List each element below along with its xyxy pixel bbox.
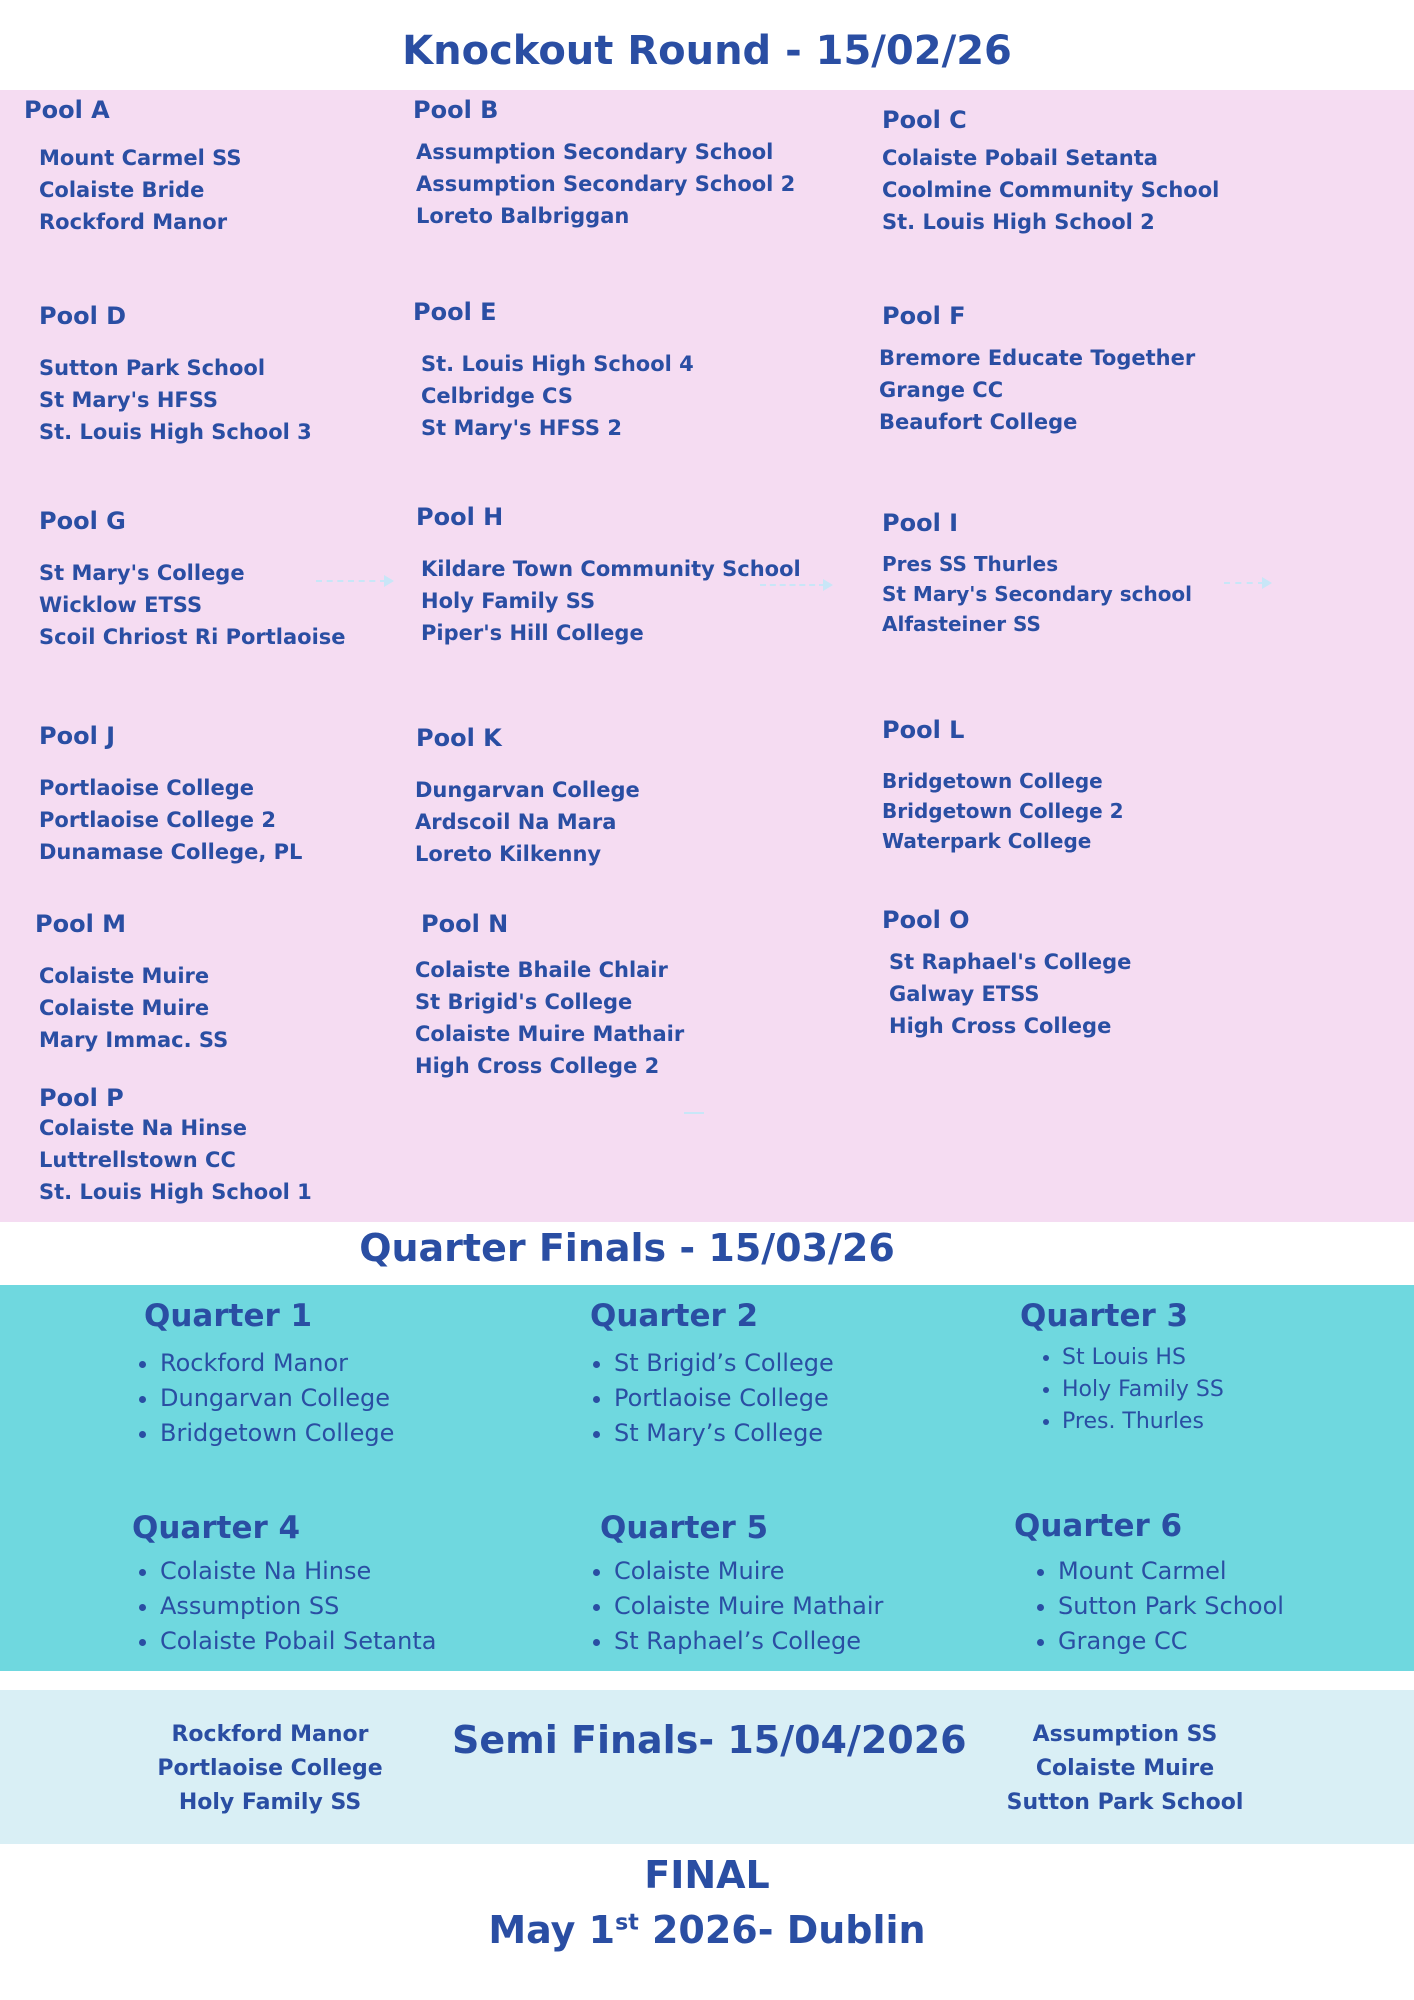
quarter-title: Quarter 5 bbox=[600, 1510, 769, 1546]
pool-title: Pool J bbox=[39, 722, 116, 750]
pool-team: Colaiste Muire bbox=[39, 964, 210, 988]
pool-team: Rockford Manor bbox=[39, 210, 228, 234]
final-date-suffix: 2026- Dublin bbox=[638, 1908, 926, 1952]
pool-team: St. Louis High School 3 bbox=[39, 420, 312, 444]
pool-team: Alfasteiner SS bbox=[882, 612, 1041, 636]
quarter-title: Quarter 2 bbox=[590, 1298, 759, 1334]
pool-team: Loreto Kilkenny bbox=[415, 842, 602, 866]
quarter-team: • Sutton Park School bbox=[1058, 1589, 1284, 1624]
pool-team: Mount Carmel SS bbox=[39, 146, 242, 170]
pool-team: Bridgetown College bbox=[882, 769, 1103, 793]
pool-team: Colaiste Bhaile Chlair bbox=[415, 958, 668, 982]
quarter-team: • Colaiste Na Hinse bbox=[160, 1554, 436, 1589]
pool-e bbox=[413, 298, 694, 444]
pool-team: Scoil Chriost Ri Portlaoise bbox=[39, 625, 346, 649]
pool-l bbox=[882, 716, 1124, 856]
semi-team: Portlaoise College bbox=[157, 1756, 383, 1781]
arrow-right-icon bbox=[760, 584, 825, 586]
pool-team: St. Louis High School 2 bbox=[882, 210, 1155, 234]
pool-team: Pres SS Thurles bbox=[882, 552, 1059, 576]
semi-right-teams bbox=[1000, 1718, 1250, 1820]
pool-team: High Cross College bbox=[889, 1014, 1112, 1038]
pool-team: Bridgetown College 2 bbox=[882, 799, 1124, 823]
quarter-team: • St Raphael’s College bbox=[614, 1624, 883, 1659]
final-date bbox=[0, 1908, 1414, 1952]
quarter-3 bbox=[1020, 1298, 1224, 1438]
pool-team: Portlaoise College 2 bbox=[39, 808, 276, 832]
pool-team: Colaiste Bride bbox=[39, 178, 205, 202]
quarter-1 bbox=[144, 1298, 394, 1451]
pool-d bbox=[39, 302, 312, 448]
quarter-team: • Mount Carmel bbox=[1058, 1554, 1284, 1589]
semi-team: Holy Family SS bbox=[178, 1790, 362, 1815]
pool-o bbox=[882, 906, 1131, 1042]
pool-p bbox=[39, 1084, 312, 1208]
arrow-right-icon bbox=[316, 580, 386, 582]
quarter-team: • Portlaoise College bbox=[614, 1381, 834, 1416]
pool-k bbox=[416, 724, 640, 870]
pool-team: St Mary's HFSS 2 bbox=[421, 416, 622, 440]
pool-team: Holy Family SS bbox=[421, 589, 596, 613]
quarter-title: Quarter 3 bbox=[1020, 1298, 1189, 1334]
pool-team: Luttrellstown CC bbox=[39, 1148, 236, 1172]
pool-b bbox=[413, 96, 795, 232]
pool-title: Pool H bbox=[416, 503, 504, 531]
final-date-prefix: May 1 bbox=[488, 1908, 616, 1952]
pool-m bbox=[35, 910, 228, 1056]
pool-team: High Cross College 2 bbox=[415, 1054, 660, 1078]
pool-team: Sutton Park School bbox=[39, 356, 266, 380]
pool-c bbox=[882, 106, 1219, 238]
divider bbox=[684, 1112, 704, 1114]
quarter-title: Quarter 4 bbox=[132, 1510, 301, 1546]
pool-g bbox=[39, 507, 346, 653]
pool-team: Beaufort College bbox=[879, 410, 1078, 434]
pool-team: Colaiste Muire bbox=[39, 996, 210, 1020]
pool-team: Colaiste Muire Mathair bbox=[415, 1022, 685, 1046]
pool-title: Pool N bbox=[421, 910, 509, 938]
pool-team: Colaiste Pobail Setanta bbox=[882, 146, 1158, 170]
quarter-team: • Rockford Manor bbox=[160, 1346, 394, 1381]
quarter-team: • Holy Family SS bbox=[1062, 1374, 1224, 1406]
quarter-team: • Pres. Thurles bbox=[1062, 1406, 1224, 1438]
pool-team: St Brigid's College bbox=[415, 990, 633, 1014]
pool-team: St Mary's College bbox=[39, 561, 245, 585]
quarter-finals-title: Quarter Finals - 15/03/26 bbox=[359, 1226, 895, 1270]
quarter-2 bbox=[590, 1298, 834, 1451]
pool-team: Bremore Educate Together bbox=[879, 346, 1196, 370]
semi-team: Sutton Park School bbox=[1006, 1790, 1244, 1815]
quarter-4 bbox=[132, 1510, 436, 1659]
quarter-6 bbox=[1014, 1508, 1284, 1659]
semi-team: Assumption SS bbox=[1032, 1722, 1218, 1747]
pool-team: St Raphael's College bbox=[889, 950, 1132, 974]
pool-team: Waterpark College bbox=[882, 829, 1092, 853]
pool-team: Dungarvan College bbox=[415, 778, 640, 802]
quarter-team: • Bridgetown College bbox=[160, 1416, 394, 1451]
pool-team: Galway ETSS bbox=[889, 982, 1040, 1006]
arrow-right-icon bbox=[1224, 582, 1264, 584]
quarter-team: • Grange CC bbox=[1058, 1624, 1284, 1659]
quarter-team: • St Louis HS bbox=[1062, 1342, 1224, 1374]
quarter-team: • Colaiste Pobail Setanta bbox=[160, 1624, 436, 1659]
pool-title: Pool G bbox=[39, 507, 126, 535]
knockout-round-title: Knockout Round - 15/02/26 bbox=[402, 28, 1012, 74]
pool-title: Pool M bbox=[35, 910, 127, 938]
pool-f bbox=[879, 302, 1196, 438]
pool-team: Portlaoise College bbox=[39, 776, 255, 800]
pool-title: Pool L bbox=[882, 716, 965, 744]
pool-team: Colaiste Na Hinse bbox=[39, 1116, 248, 1140]
pool-team: St. Louis High School 4 bbox=[421, 352, 694, 376]
pool-title: Pool F bbox=[882, 302, 966, 330]
quarter-team: • St Mary’s College bbox=[614, 1416, 834, 1451]
pool-team: Dunamase College, PL bbox=[39, 840, 303, 864]
pool-team: Wicklow ETSS bbox=[39, 593, 203, 617]
final-title: FINAL bbox=[644, 1853, 770, 1897]
pool-title: Pool C bbox=[882, 106, 967, 134]
quarter-title: Quarter 1 bbox=[144, 1298, 313, 1334]
pool-team: Coolmine Community School bbox=[882, 178, 1220, 202]
pool-team: St Mary's HFSS bbox=[39, 388, 219, 412]
pool-team: Piper's Hill College bbox=[421, 621, 644, 645]
semi-team: Rockford Manor bbox=[171, 1722, 369, 1747]
quarter-team: • Colaiste Muire bbox=[614, 1554, 883, 1589]
quarter-title: Quarter 6 bbox=[1014, 1508, 1183, 1544]
pool-title: Pool P bbox=[39, 1084, 124, 1112]
pool-title: Pool I bbox=[882, 509, 959, 537]
semi-left-teams bbox=[150, 1718, 390, 1820]
quarter-team: • Colaiste Muire Mathair bbox=[614, 1589, 883, 1624]
pool-a bbox=[24, 96, 241, 238]
pool-title: Pool D bbox=[39, 302, 127, 330]
quarter-5 bbox=[600, 1510, 883, 1659]
final-date-ordinal: st bbox=[615, 1910, 639, 1936]
pool-team: Assumption Secondary School 2 bbox=[416, 172, 796, 196]
pool-title: Pool E bbox=[413, 298, 497, 326]
quarter-team: • Dungarvan College bbox=[160, 1381, 394, 1416]
pool-title: Pool O bbox=[882, 906, 970, 934]
semi-team: Colaiste Muire bbox=[1035, 1756, 1215, 1781]
pool-team: Loreto Balbriggan bbox=[416, 204, 630, 228]
quarter-team: • Assumption SS bbox=[160, 1589, 436, 1624]
pool-h bbox=[416, 503, 801, 649]
pool-title: Pool A bbox=[24, 96, 110, 124]
pool-title: Pool B bbox=[413, 96, 499, 124]
pool-team: Ardscoil Na Mara bbox=[415, 810, 617, 834]
pool-n bbox=[415, 910, 685, 1082]
pool-team: Kildare Town Community School bbox=[421, 557, 801, 581]
pool-title: Pool K bbox=[416, 724, 502, 752]
pool-team: Mary Immac. SS bbox=[39, 1028, 229, 1052]
pool-team: Assumption Secondary School bbox=[416, 140, 774, 164]
quarter-team: • St Brigid’s College bbox=[614, 1346, 834, 1381]
pool-team: Celbridge CS bbox=[421, 384, 573, 408]
pool-i bbox=[882, 509, 1192, 639]
pool-team: St. Louis High School 1 bbox=[39, 1180, 312, 1204]
semi-finals-title: Semi Finals- 15/04/2026 bbox=[452, 1718, 967, 1762]
pool-team: St Mary's Secondary school bbox=[882, 582, 1193, 606]
pool-j bbox=[39, 722, 302, 868]
pool-team: Grange CC bbox=[879, 378, 1004, 402]
